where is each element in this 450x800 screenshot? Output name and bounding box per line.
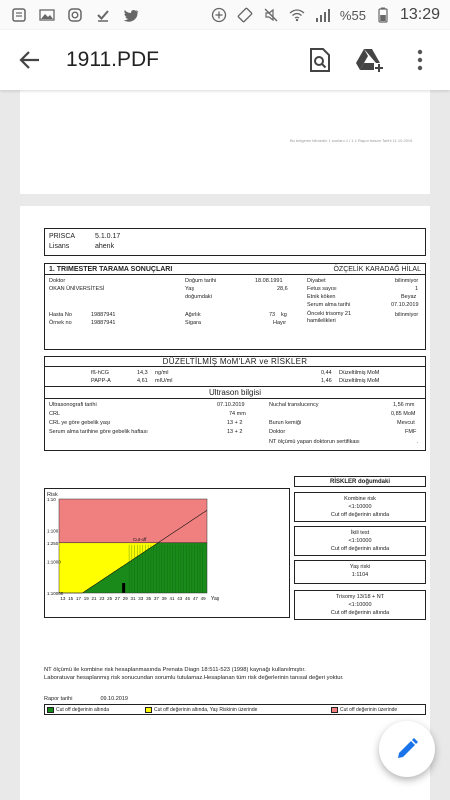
pdf-page-1 xyxy=(20,90,430,194)
risk-title: Trisomy 13/18 + NT xyxy=(335,594,385,600)
instagram-icon xyxy=(66,7,84,23)
rotate-icon xyxy=(236,7,254,23)
nt-cert-label: NT ölçümü yapan doktorun sertifikası xyxy=(269,439,360,445)
birth-date: 18.08.1991 xyxy=(255,278,283,284)
arrow-back-icon xyxy=(19,49,41,71)
y-tick-label: 1:10 xyxy=(47,497,56,502)
diabetes-label: Diyabet xyxy=(307,278,326,284)
back-button[interactable] xyxy=(8,38,52,82)
more-vert-icon xyxy=(417,49,423,71)
crl-ga-value: 13 + 2 xyxy=(227,420,243,426)
nt-value: 1,56 mm xyxy=(393,402,415,408)
patient-no-label: Hasta No xyxy=(49,312,72,318)
battery-icon xyxy=(374,7,392,23)
us-doctor-label: Doktor xyxy=(269,429,286,435)
risk-box-age xyxy=(294,560,426,584)
risk-title: Yaş riski xyxy=(349,564,371,570)
fbhcg-unit: ng/ml xyxy=(155,370,169,376)
mute-icon xyxy=(262,7,280,23)
signal-icon xyxy=(314,7,332,23)
fetus-count-label: Fetus sayısı xyxy=(307,286,337,292)
risk-note: Cut off değerinin altında xyxy=(330,546,390,552)
ethnic-label: Etnik köken xyxy=(307,294,336,300)
nt-mom: 0,85 MoM xyxy=(391,411,416,417)
diabetes-value: bilinmiyor xyxy=(395,278,419,284)
x-tick-label: 31 xyxy=(130,596,136,601)
crl-ga-label: CRL ye göre gebelik yaşı xyxy=(49,420,111,426)
legend-label: Cut off değerinin altında, Yaş Riskinin üzerinde xyxy=(154,706,258,713)
risk-value: <1:10000 xyxy=(348,602,372,608)
report-date-row xyxy=(44,696,128,702)
serum-ga-value: 13 + 2 xyxy=(227,429,243,435)
risk-box-trisomy xyxy=(294,590,426,620)
risk-value: <1:10000 xyxy=(348,538,372,544)
x-tick-label: 29 xyxy=(122,596,128,601)
chart-title: Risk xyxy=(47,492,58,498)
y-tick-label: 1:10000 xyxy=(47,591,64,596)
nt-label: Nuchal translucency xyxy=(269,402,319,408)
legend-swatch xyxy=(145,707,152,713)
more-options-button[interactable] xyxy=(404,44,436,76)
x-tick-label: 39 xyxy=(161,596,167,601)
pappa-mom-label: Düzeltilmiş MoM xyxy=(339,378,380,384)
at-birth-label: doğumdaki xyxy=(185,294,212,300)
image-icon xyxy=(38,7,56,23)
pappa-mom: 1,46 xyxy=(321,378,332,384)
status-bar xyxy=(0,0,450,30)
legend-swatch xyxy=(47,707,54,713)
patient-info xyxy=(44,275,426,350)
nt-cert-value: . xyxy=(417,439,419,445)
x-tick-label: 49 xyxy=(200,596,206,601)
risk-title: İkili test xyxy=(350,530,370,536)
risk-value: 1:1104 xyxy=(351,572,369,578)
risk-box-double xyxy=(294,526,426,556)
find-in-document-button[interactable] xyxy=(304,44,336,76)
us-date: 07.10.2019 xyxy=(217,402,245,408)
pappa-unit: mIU/ml xyxy=(155,378,173,384)
x-tick-label: 19 xyxy=(83,596,89,601)
x-tick-label: 27 xyxy=(114,596,120,601)
nasal-bone-value: Mevcut xyxy=(397,420,415,426)
nasal-bone-label: Burun kemiği xyxy=(269,420,302,426)
risk-chart-svg xyxy=(45,489,289,617)
x-tick-label: 41 xyxy=(169,596,175,601)
ethnic-value: Beyaz xyxy=(401,294,417,300)
patient-age-marker xyxy=(122,583,125,593)
license-label: Lisans xyxy=(49,243,70,250)
us-doctor-value: FMF xyxy=(405,429,417,435)
y-tick-label: 1:1000 xyxy=(47,559,61,565)
fbhcg-label: fß-hCG xyxy=(91,370,110,376)
risk-value: <1:10000 xyxy=(348,504,372,510)
page-footer: Bu belgenin bitmedin 1 sonlanı 1 / 1 1 Rapor basım Tarihi 11.10.2019 xyxy=(290,138,413,143)
search-document-icon xyxy=(309,47,331,73)
cutoff-label: Cut-off xyxy=(133,536,147,542)
pappa-value: 4,61 xyxy=(137,378,148,384)
y-tick-label: 1:100 xyxy=(47,528,59,534)
risks-title: RİSKLER doğumdaki xyxy=(329,478,390,485)
hospital-name: OKAN ÜNİVERSİTESİ xyxy=(49,286,105,292)
clock: 13:29 xyxy=(399,6,440,23)
prev-t21-label-2: hamilelikleri xyxy=(307,318,336,324)
legend-label: Cut off değerinin altında xyxy=(56,706,110,713)
x-tick-label: 13 xyxy=(60,596,66,601)
x-tick-label: 35 xyxy=(146,596,152,601)
legend-label: Cut off değerinin üzerinde xyxy=(340,706,398,713)
x-tick-label: 15 xyxy=(68,596,74,601)
legend-item-between xyxy=(145,707,323,713)
edit-fab-button[interactable] xyxy=(379,721,435,777)
serum-date: 07.10.2019 xyxy=(391,302,419,308)
crl-value: 74 mm xyxy=(229,411,246,417)
x-tick-label: 33 xyxy=(138,596,144,601)
mom-title: DÜZELTİLMİŞ MoM'LAR ve RİSKLER xyxy=(162,357,308,366)
app-bar xyxy=(0,30,450,90)
x-axis-label: Yaş xyxy=(211,596,220,602)
note-reference: NT ölçümü ile kombine risk hesaplanmasında Prenata Diagn 18:511-523 (1998) kaynağı kullanılmıştır. xyxy=(44,667,306,673)
age-label: Yaş xyxy=(185,286,195,292)
report-document xyxy=(44,228,426,713)
weight-unit: kg xyxy=(281,312,287,318)
x-tick-label: 37 xyxy=(153,596,159,601)
fbhcg-mom: 0,44 xyxy=(321,370,332,376)
add-circle-icon xyxy=(210,7,228,23)
pdf-page-2 xyxy=(20,206,430,800)
report-date: 09.10.2019 xyxy=(100,696,128,702)
software-version: 5.1.0.17 xyxy=(95,233,121,240)
risk-box-combined xyxy=(294,492,426,522)
weight-label: Ağırlık xyxy=(185,312,201,318)
patient-name: ÖZÇELİK KARADAĞ HİLAL xyxy=(333,265,421,273)
check-icon xyxy=(94,7,112,23)
doctor-label: Doktor xyxy=(49,278,66,284)
battery-level: %55 xyxy=(339,7,366,23)
patient-no: 19887941 xyxy=(91,312,116,318)
x-tick-label: 45 xyxy=(185,596,191,601)
mom-values xyxy=(44,367,426,387)
risk-note: Cut off değerinin altında xyxy=(330,610,390,616)
sample-no-label: Örnek no xyxy=(49,320,72,326)
x-tick-label: 47 xyxy=(192,596,198,601)
legend-swatch xyxy=(331,707,338,713)
gallery-icon xyxy=(10,7,28,23)
ultrasound-title-bar xyxy=(44,387,426,399)
document-title: 1911.PDF xyxy=(66,48,159,71)
sample-no: 19887941 xyxy=(91,320,116,326)
us-date-label: Ultrasonografi tarihi xyxy=(49,402,97,408)
risk-title: Kombine risk xyxy=(344,496,376,502)
legend-item-above xyxy=(331,707,397,713)
report-date-label: Rapor tarihi xyxy=(44,696,73,702)
serum-date-label: Serum alma tarihi xyxy=(307,302,351,308)
fbhcg-value: 14,3 xyxy=(137,370,148,376)
mom-title-bar xyxy=(44,356,426,367)
wifi-icon xyxy=(288,7,306,23)
y-tick-label: 1:250 xyxy=(47,540,59,546)
x-tick-label: 25 xyxy=(107,596,113,601)
prev-t21-value: bilinmiyor xyxy=(395,312,419,318)
risk-note: Cut off değerinin altında xyxy=(330,512,390,518)
note-disclaimer: Laboratuvar hesaplanmış risk sonucundan sorumlu tutulamaz.Hesaplanan tüm risk değerlerinin tanısal değeri yoktur. xyxy=(44,675,344,681)
fbhcg-mom-label: Düzeltilmiş MoM xyxy=(339,370,380,376)
ultrasound-title: Ultrason bilgisi xyxy=(208,388,262,397)
risks-title-box xyxy=(294,476,426,487)
ultrasound-info xyxy=(44,399,426,451)
crl-label: CRL xyxy=(49,411,61,417)
software-label: PRISCA xyxy=(49,233,76,240)
birth-date-label: Doğum tarihi xyxy=(185,278,217,284)
pencil-icon xyxy=(395,737,419,761)
x-tick-label: 23 xyxy=(99,596,105,601)
age-value: 28,6 xyxy=(277,286,288,292)
software-header xyxy=(44,228,426,256)
twitter-icon xyxy=(122,7,140,23)
section-title: 1. TRIMESTER TARAMA SONUÇLARI xyxy=(49,265,173,273)
serum-ga-label: Serum alma tarihine göre gebelik haftası xyxy=(49,429,148,435)
chart-legend xyxy=(44,704,426,715)
section-title-bar xyxy=(44,263,426,275)
license-value: ahenk xyxy=(95,243,115,250)
smoker-value: Hayır xyxy=(273,320,287,326)
prev-t21-label: Önceki trisomy 21 xyxy=(307,311,352,317)
fetus-count: 1 xyxy=(415,286,419,292)
x-tick-label: 17 xyxy=(75,596,81,601)
x-tick-label: 43 xyxy=(177,596,183,601)
drive-add-icon xyxy=(355,47,385,73)
pappa-label: PAPP-A xyxy=(91,378,111,384)
risk-chart xyxy=(44,488,290,618)
x-tick-label: 21 xyxy=(91,596,97,601)
add-to-drive-button[interactable] xyxy=(354,44,386,76)
smoker-label: Sigara xyxy=(185,320,201,326)
legend-item-below xyxy=(47,707,137,713)
weight-value: 73 xyxy=(269,312,276,318)
